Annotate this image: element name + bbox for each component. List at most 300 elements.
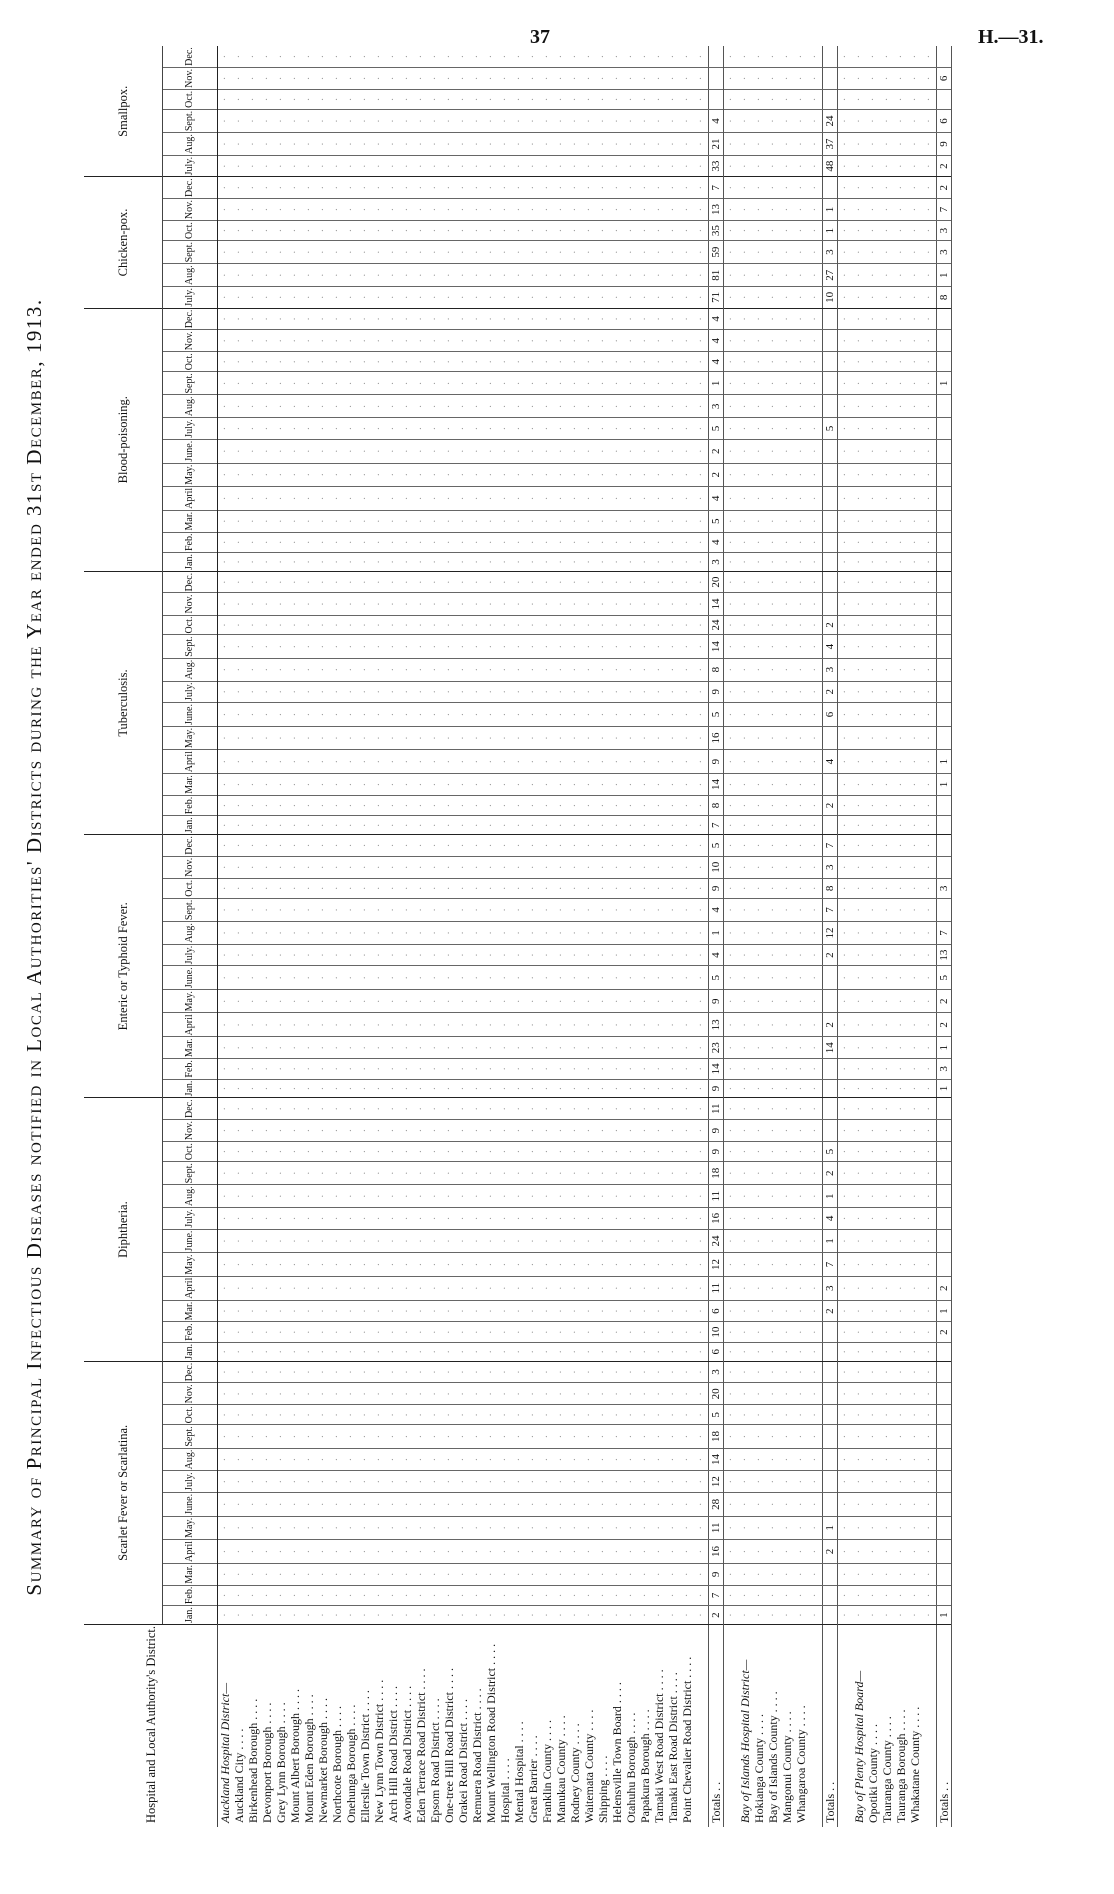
table-cell: · xyxy=(666,395,680,418)
table-cell: · xyxy=(512,835,526,857)
month-header: Feb. xyxy=(163,1585,218,1606)
table-cell: · xyxy=(526,1037,540,1059)
table-cell: · xyxy=(922,1079,937,1098)
table-cell: · xyxy=(554,1516,568,1539)
table-cell: · xyxy=(852,878,866,898)
table-cell: · xyxy=(428,1322,442,1343)
table-cell: · xyxy=(568,750,582,774)
table-cell: · xyxy=(274,1037,288,1059)
table-cell: · xyxy=(442,703,456,727)
table-cell: · xyxy=(908,395,922,418)
total-value xyxy=(937,1361,952,1383)
table-cell: · xyxy=(568,1120,582,1142)
table-cell: · xyxy=(766,1516,780,1539)
table-cell: · xyxy=(724,944,739,966)
table-cell: · xyxy=(680,681,694,703)
table-cell: · xyxy=(610,1425,624,1448)
table-cell: · xyxy=(638,372,652,395)
total-value xyxy=(937,1185,952,1208)
table-cell: · xyxy=(316,750,330,774)
month-header: Nov. xyxy=(163,67,218,89)
table-cell: · xyxy=(400,898,414,921)
table-cell: · xyxy=(638,463,652,486)
total-value: 3 xyxy=(709,1361,724,1383)
table-cell: · xyxy=(752,532,766,553)
table-cell: · xyxy=(852,241,866,264)
table-cell: · xyxy=(386,635,400,658)
table-cell: · xyxy=(568,1013,582,1037)
table-cell: · xyxy=(568,1162,582,1185)
table-cell: · xyxy=(624,89,638,109)
table-cell: · xyxy=(232,109,246,132)
table-cell: · xyxy=(330,856,344,878)
table-cell: · xyxy=(852,67,866,89)
table-cell: · xyxy=(794,241,808,264)
table-cell: · xyxy=(694,681,709,703)
table-cell: · xyxy=(232,1098,246,1120)
table-cell: · xyxy=(484,1516,498,1539)
table-cell: · xyxy=(428,1098,442,1120)
table-cell: · xyxy=(428,553,442,572)
table-cell: · xyxy=(456,795,470,816)
table-cell: · xyxy=(456,418,470,440)
table-cell: · xyxy=(372,944,386,966)
table-cell: · xyxy=(484,1585,498,1606)
table-cell: · xyxy=(302,635,316,658)
total-value xyxy=(823,816,838,835)
table-cell: · xyxy=(652,199,666,221)
month-header: Dec. xyxy=(163,46,218,67)
table-cell: · xyxy=(838,1142,853,1162)
table-cell: · xyxy=(442,155,456,177)
table-cell: · xyxy=(456,352,470,372)
table-cell: · xyxy=(610,1208,624,1230)
table-cell: · xyxy=(484,1606,498,1625)
table-cell: · xyxy=(246,966,260,990)
district-name: Newmarket Borough . . . . xyxy=(316,1624,330,1827)
table-cell: · xyxy=(780,816,794,835)
table-cell: · xyxy=(302,241,316,264)
table-cell: · xyxy=(428,593,442,615)
table-cell: · xyxy=(330,532,344,553)
district-row xyxy=(288,46,302,1827)
table-cell: · xyxy=(752,1300,766,1322)
table-cell: · xyxy=(780,553,794,572)
table-cell: · xyxy=(498,109,512,132)
table-cell: · xyxy=(694,510,709,532)
table-cell: · xyxy=(456,109,470,132)
table-cell: · xyxy=(302,1322,316,1343)
table-cell: · xyxy=(624,1606,638,1625)
total-value xyxy=(823,1322,838,1343)
district-name: Franklin County . . . . xyxy=(540,1624,554,1827)
table-cell: · xyxy=(484,308,498,330)
table-cell: · xyxy=(456,726,470,749)
table-cell: · xyxy=(794,703,808,727)
table-cell: · xyxy=(738,750,752,774)
table-cell: · xyxy=(922,1142,937,1162)
total-value xyxy=(937,1492,952,1516)
table-cell: · xyxy=(610,155,624,177)
table-cell: · xyxy=(386,703,400,727)
table-cell: · xyxy=(752,109,766,132)
table-cell: · xyxy=(680,703,694,727)
table-cell: · xyxy=(456,133,470,156)
total-value xyxy=(937,615,952,635)
table-cell: · xyxy=(738,1162,752,1185)
table-cell: · xyxy=(526,1229,540,1253)
table-cell: · xyxy=(218,532,233,553)
table-cell: · xyxy=(484,1142,498,1162)
table-cell: · xyxy=(808,418,823,440)
table-cell: · xyxy=(386,89,400,109)
table-cell: · xyxy=(414,878,428,898)
table-cell: · xyxy=(442,878,456,898)
table-cell: · xyxy=(288,1405,302,1425)
table-cell: · xyxy=(386,46,400,67)
table-cell: · xyxy=(922,1229,937,1253)
table-cell: · xyxy=(596,726,610,749)
table-cell: · xyxy=(470,1120,484,1142)
table-cell: · xyxy=(288,133,302,156)
table-cell: · xyxy=(302,1079,316,1098)
table-cell: · xyxy=(666,67,680,89)
table-cell: · xyxy=(442,966,456,990)
table-cell: · xyxy=(852,199,866,221)
total-value xyxy=(937,1229,952,1253)
table-cell: · xyxy=(470,89,484,109)
table-cell: · xyxy=(232,922,246,945)
table-cell: · xyxy=(330,89,344,109)
table-cell: · xyxy=(414,109,428,132)
table-cell: · xyxy=(260,395,274,418)
district-name: Hospital . . . . xyxy=(498,1624,512,1827)
table-cell: · xyxy=(808,1142,823,1162)
table-cell: · xyxy=(808,155,823,177)
table-cell: · xyxy=(372,1208,386,1230)
table-cell: · xyxy=(218,1229,233,1253)
table-cell: · xyxy=(330,287,344,309)
table-cell: · xyxy=(866,395,880,418)
table-cell: · xyxy=(246,1013,260,1037)
table-cell: · xyxy=(386,878,400,898)
table-cell: · xyxy=(866,1585,880,1606)
table-cell: · xyxy=(302,46,316,67)
month-header: May. xyxy=(163,1253,218,1276)
table-cell: · xyxy=(596,67,610,89)
table-cell: · xyxy=(680,1162,694,1185)
table-cell: · xyxy=(498,1013,512,1037)
table-cell: · xyxy=(880,1037,894,1059)
table-cell: · xyxy=(694,1516,709,1539)
table-cell: · xyxy=(922,510,937,532)
table-cell: · xyxy=(246,1300,260,1322)
table-cell: · xyxy=(610,658,624,681)
table-cell: · xyxy=(838,1229,853,1253)
table-cell: · xyxy=(568,1383,582,1405)
table-cell: · xyxy=(680,372,694,395)
table-cell: · xyxy=(316,1300,330,1322)
table-cell: · xyxy=(274,1425,288,1448)
table-cell: · xyxy=(442,1539,456,1563)
table-cell: · xyxy=(880,109,894,132)
table-cell: · xyxy=(456,1425,470,1448)
table-cell: · xyxy=(780,726,794,749)
table-cell: · xyxy=(414,1276,428,1300)
table-cell: · xyxy=(456,944,470,966)
table-cell: · xyxy=(498,1361,512,1383)
table-cell: · xyxy=(638,1098,652,1120)
table-cell: · xyxy=(794,1492,808,1516)
table-cell: · xyxy=(498,287,512,309)
table-cell: · xyxy=(232,944,246,966)
table-cell: · xyxy=(288,1322,302,1343)
table-cell: · xyxy=(344,1539,358,1563)
table-cell: · xyxy=(316,1059,330,1080)
table-cell: · xyxy=(624,532,638,553)
table-cell: · xyxy=(908,1606,922,1625)
table-cell: · xyxy=(610,330,624,352)
table-cell: · xyxy=(880,67,894,89)
table-cell: · xyxy=(568,418,582,440)
table-cell: · xyxy=(880,199,894,221)
total-value: 1 xyxy=(823,199,838,221)
table-cell: · xyxy=(302,703,316,727)
table-cell: · xyxy=(232,308,246,330)
table-cell: · xyxy=(908,571,922,593)
table-cell: · xyxy=(246,308,260,330)
table-cell: · xyxy=(428,1208,442,1230)
table-cell: · xyxy=(694,1276,709,1300)
table-cell: · xyxy=(780,1585,794,1606)
table-cell: · xyxy=(344,1208,358,1230)
table-cell: · xyxy=(554,1142,568,1162)
table-cell: · xyxy=(302,922,316,945)
table-cell: · xyxy=(302,486,316,510)
table-cell: · xyxy=(386,395,400,418)
table-cell: · xyxy=(344,486,358,510)
table-cell: · xyxy=(752,1120,766,1142)
table-cell: · xyxy=(218,46,233,67)
table-cell: · xyxy=(316,1253,330,1276)
table-cell: · xyxy=(274,1383,288,1405)
table-cell: · xyxy=(752,1492,766,1516)
table-cell: · xyxy=(766,287,780,309)
table-cell: · xyxy=(652,109,666,132)
table-cell: · xyxy=(838,532,853,553)
landscape-sheet xyxy=(22,47,1092,1847)
table-cell: · xyxy=(582,898,596,921)
table-cell: · xyxy=(246,1185,260,1208)
table-cell: · xyxy=(512,1185,526,1208)
table-cell: · xyxy=(330,1564,344,1586)
table-cell: · xyxy=(456,615,470,635)
total-value: 8 xyxy=(709,795,724,816)
table-cell: · xyxy=(400,1322,414,1343)
table-cell: · xyxy=(852,1492,866,1516)
table-cell: · xyxy=(694,1059,709,1080)
table-cell: · xyxy=(554,922,568,945)
table-cell: · xyxy=(908,439,922,463)
table-cell: · xyxy=(794,681,808,703)
table-cell: · xyxy=(540,1300,554,1322)
table-cell: · xyxy=(554,1342,568,1361)
table-cell: · xyxy=(442,67,456,89)
table-cell: · xyxy=(400,658,414,681)
table-cell: · xyxy=(880,155,894,177)
table-cell: · xyxy=(400,1342,414,1361)
table-cell: · xyxy=(386,681,400,703)
table-cell: · xyxy=(866,1253,880,1276)
table-cell: · xyxy=(246,1471,260,1493)
table-cell: · xyxy=(400,1516,414,1539)
table-cell: · xyxy=(724,1276,739,1300)
table-cell: · xyxy=(766,1405,780,1425)
table-cell: · xyxy=(456,1229,470,1253)
table-cell: · xyxy=(316,835,330,857)
table-cell: · xyxy=(738,1013,752,1037)
table-cell: · xyxy=(880,1539,894,1563)
table-cell: · xyxy=(274,1585,288,1606)
totals-row xyxy=(709,46,724,1827)
total-value: 4 xyxy=(823,750,838,774)
table-cell: · xyxy=(794,155,808,177)
table-cell: · xyxy=(568,46,582,67)
table-cell: · xyxy=(880,553,894,572)
table-cell: · xyxy=(922,1120,937,1142)
table-cell: · xyxy=(880,726,894,749)
table-cell: · xyxy=(780,944,794,966)
table-cell: · xyxy=(498,330,512,352)
table-cell: · xyxy=(344,1185,358,1208)
table-cell: · xyxy=(738,1276,752,1300)
table-cell: · xyxy=(780,1276,794,1300)
table-cell: · xyxy=(344,635,358,658)
total-value: 6 xyxy=(937,67,952,89)
table-cell: · xyxy=(680,635,694,658)
district-name: Otahuhu Borough . . . . xyxy=(624,1624,638,1827)
table-cell: · xyxy=(344,221,358,241)
table-cell: · xyxy=(246,726,260,749)
table-cell: · xyxy=(752,856,766,878)
table-cell: · xyxy=(232,1142,246,1162)
table-cell: · xyxy=(344,1448,358,1471)
table-cell: · xyxy=(246,795,260,816)
table-cell: · xyxy=(246,1342,260,1361)
table-cell: · xyxy=(794,463,808,486)
table-cell: · xyxy=(680,155,694,177)
table-cell: · xyxy=(596,1142,610,1162)
table-cell: · xyxy=(808,1539,823,1563)
table-cell: · xyxy=(766,1208,780,1230)
table-cell: · xyxy=(838,352,853,372)
table-cell: · xyxy=(838,308,853,330)
table-cell: · xyxy=(624,922,638,945)
table-cell: · xyxy=(484,726,498,749)
table-cell: · xyxy=(738,177,752,199)
table-cell: · xyxy=(260,553,274,572)
table-cell: · xyxy=(232,1013,246,1037)
table-cell: · xyxy=(866,1342,880,1361)
table-cell: · xyxy=(274,1539,288,1563)
table-cell: · xyxy=(652,944,666,966)
table-cell: · xyxy=(738,593,752,615)
table-title: Summary of Principal Infectious Diseases notified in Local Authorities' Districts during the Year ended 31st December, 1913. xyxy=(22,298,46,1596)
table-cell: · xyxy=(386,308,400,330)
table-cell: · xyxy=(288,658,302,681)
table-cell: · xyxy=(414,308,428,330)
table-cell: · xyxy=(372,330,386,352)
table-cell: · xyxy=(666,1361,680,1383)
table-cell: · xyxy=(738,878,752,898)
table-cell: · xyxy=(596,944,610,966)
table-cell: · xyxy=(638,221,652,241)
table-cell: · xyxy=(808,1059,823,1080)
table-cell: · xyxy=(526,287,540,309)
table-cell: · xyxy=(908,1059,922,1080)
table-cell: · xyxy=(316,1037,330,1059)
table-cell: · xyxy=(666,1185,680,1208)
total-value: 1 xyxy=(937,264,952,287)
total-value: 9 xyxy=(709,1079,724,1098)
table-cell: · xyxy=(456,1059,470,1080)
table-cell: · xyxy=(358,330,372,352)
table-cell: · xyxy=(638,1322,652,1343)
table-cell: · xyxy=(246,1405,260,1425)
month-header: Oct. xyxy=(163,878,218,898)
table-cell: · xyxy=(752,1405,766,1425)
table-cell: · xyxy=(624,750,638,774)
table-cell: · xyxy=(808,109,823,132)
table-cell: · xyxy=(838,1013,853,1037)
table-cell: · xyxy=(540,726,554,749)
table-cell: · xyxy=(652,1361,666,1383)
table-cell: · xyxy=(738,1585,752,1606)
table-cell: · xyxy=(638,395,652,418)
table-cell: · xyxy=(752,990,766,1013)
table-cell: · xyxy=(232,726,246,749)
table-cell: · xyxy=(540,89,554,109)
table-cell: · xyxy=(794,287,808,309)
table-cell: · xyxy=(372,774,386,796)
table-cell: · xyxy=(232,1208,246,1230)
table-cell: · xyxy=(666,966,680,990)
total-value: 28 xyxy=(709,1492,724,1516)
table-cell: · xyxy=(428,287,442,309)
table-cell: · xyxy=(866,795,880,816)
table-cell: · xyxy=(344,463,358,486)
section-header-row xyxy=(218,46,233,1827)
table-cell: · xyxy=(652,177,666,199)
table-cell: · xyxy=(610,922,624,945)
table-cell: · xyxy=(400,133,414,156)
spacer-row xyxy=(808,46,823,1827)
table-cell: · xyxy=(414,177,428,199)
table-cell: · xyxy=(470,1300,484,1322)
table-cell: · xyxy=(414,1492,428,1516)
table-cell: · xyxy=(512,1120,526,1142)
table-cell: · xyxy=(780,67,794,89)
table-cell: · xyxy=(470,658,484,681)
table-cell: · xyxy=(766,155,780,177)
table-cell: · xyxy=(358,1185,372,1208)
table-cell: · xyxy=(330,1516,344,1539)
table-cell: · xyxy=(218,221,233,241)
table-cell: · xyxy=(624,1361,638,1383)
table-cell: · xyxy=(260,1037,274,1059)
total-value xyxy=(937,1162,952,1185)
table-cell: · xyxy=(908,532,922,553)
